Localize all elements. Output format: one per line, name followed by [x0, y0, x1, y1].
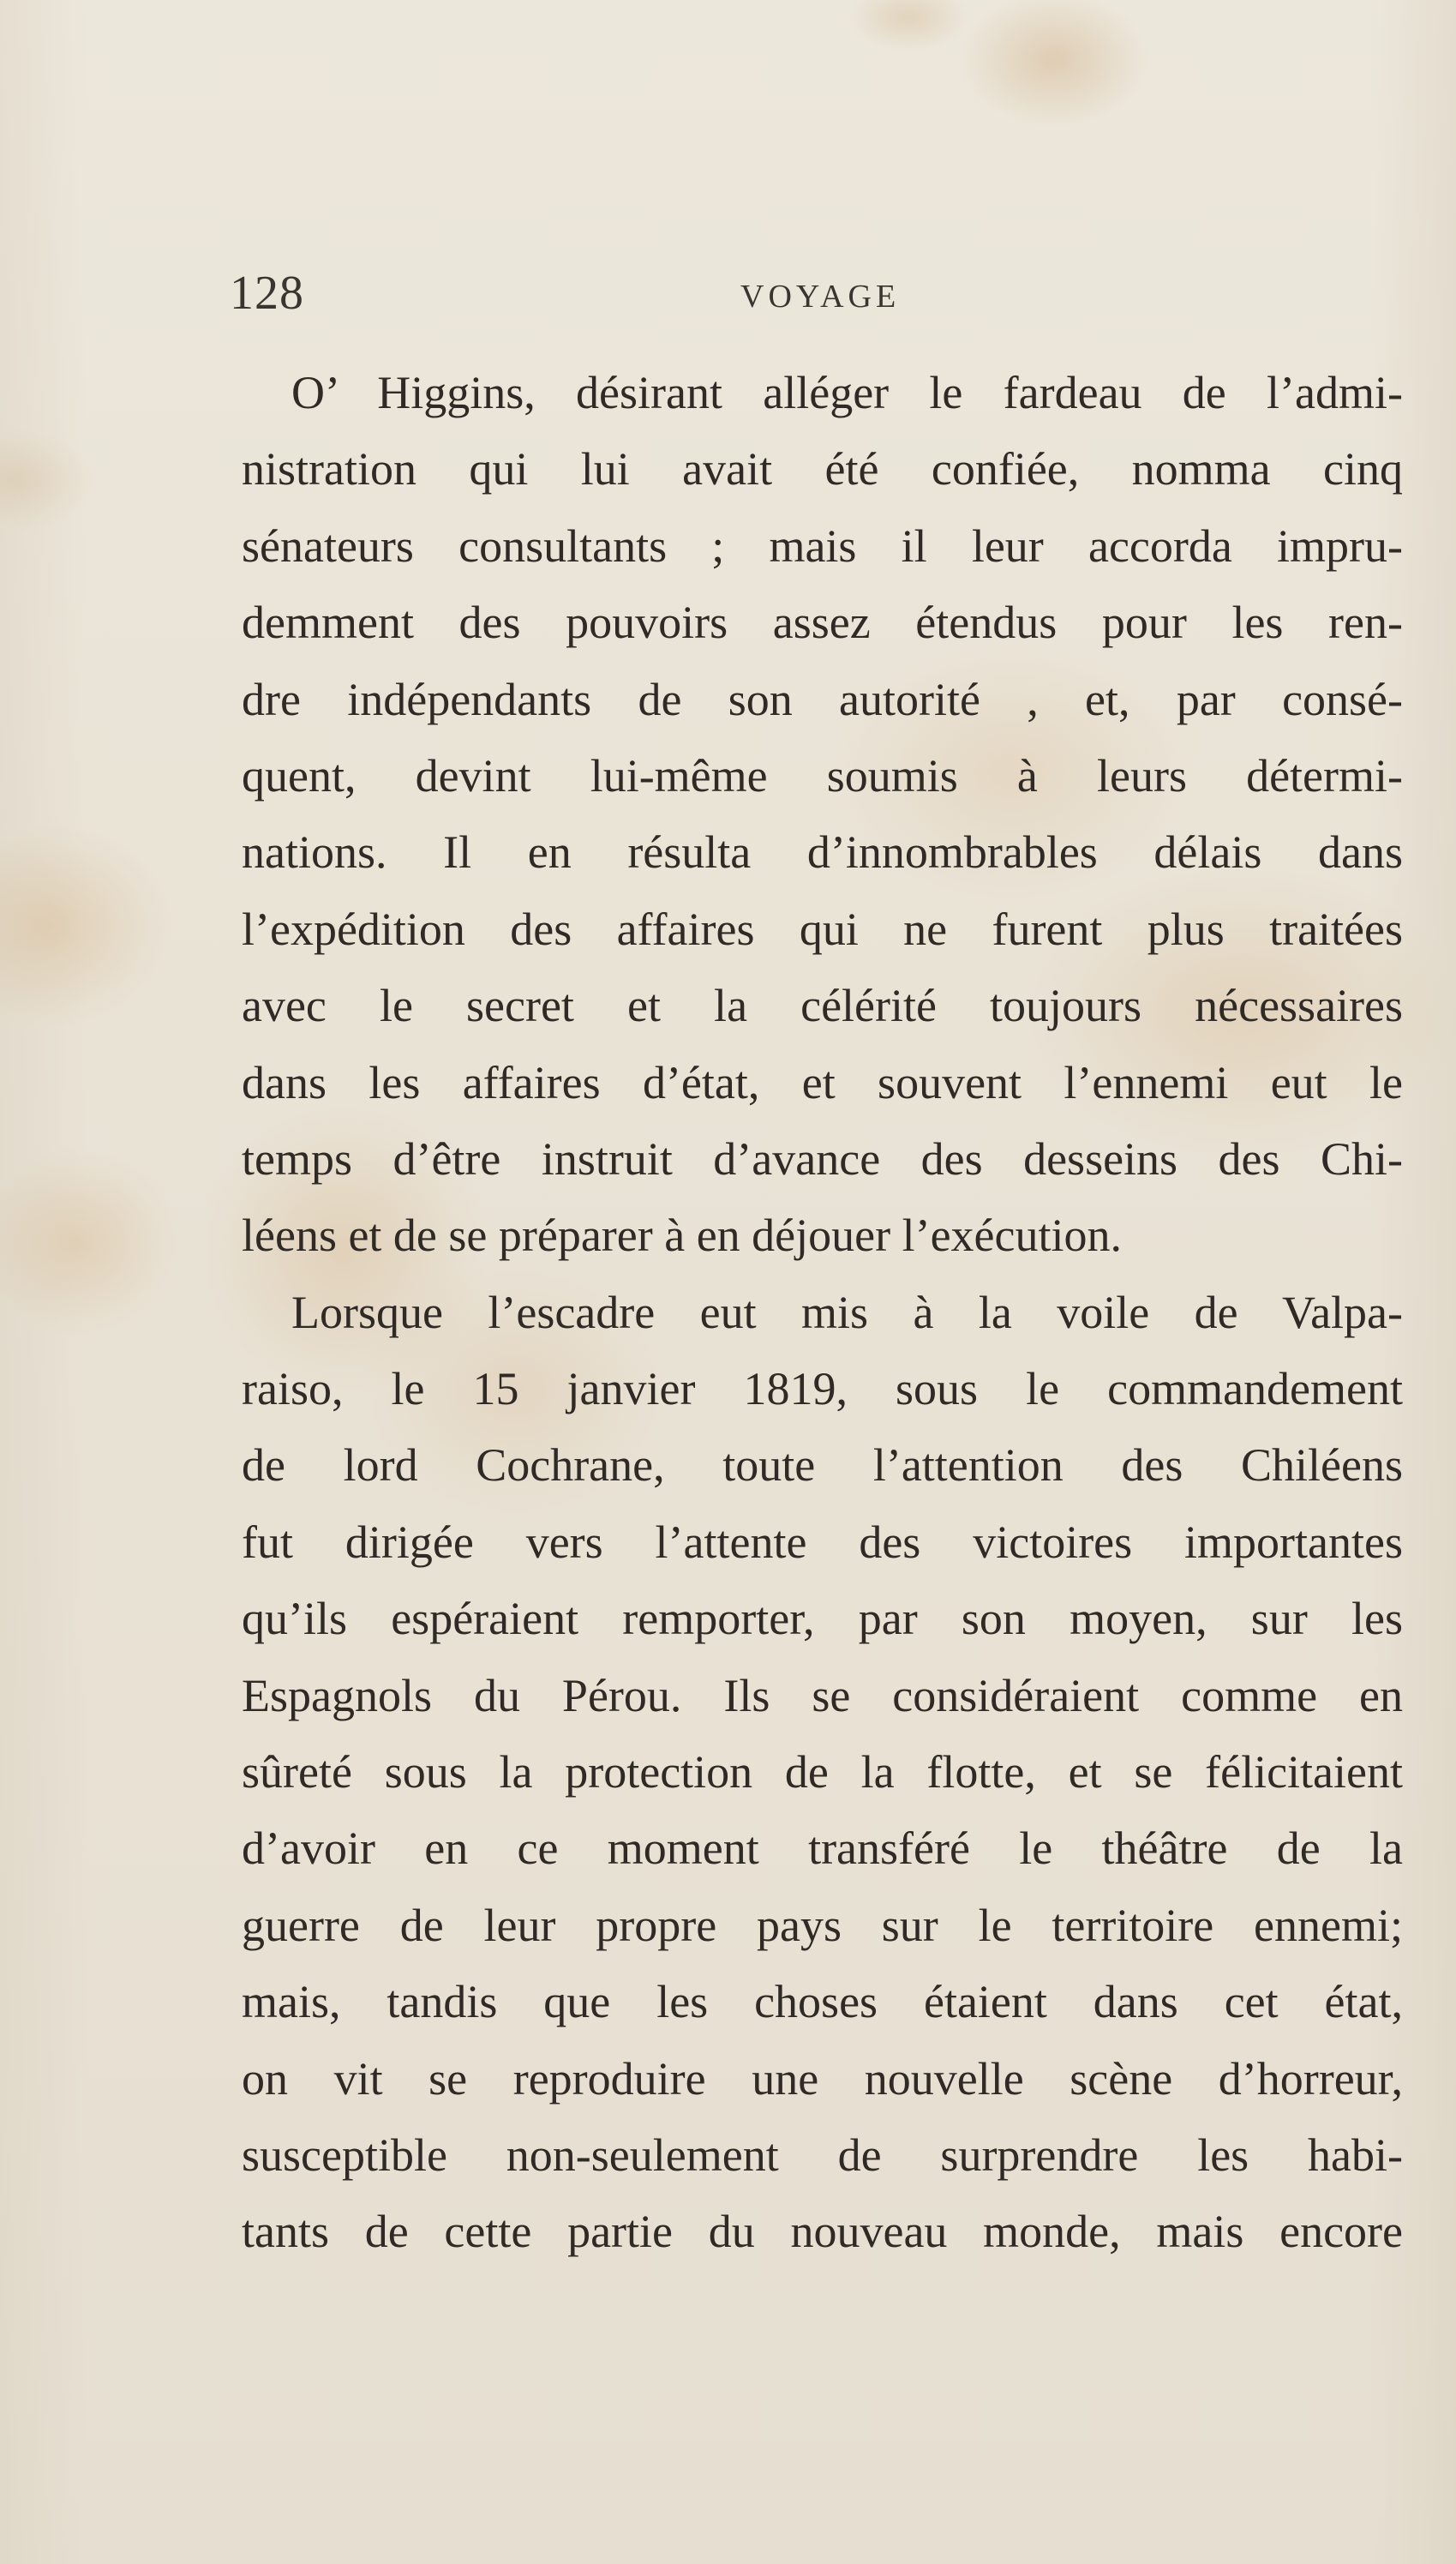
text-line: sénateurs consultants ; mais il leur accorda impru- — [242, 519, 1403, 572]
text-line: dre indépendants de son autorité , et, par consé- — [242, 673, 1403, 725]
text-line: de lord Cochrane, toute l’attention des Chiléens — [242, 1439, 1403, 1492]
text-line: tants de cette partie du nouveau monde, mais encore — [242, 2206, 1403, 2258]
running-title: VOYAGE — [740, 279, 901, 315]
text-line: dans les affaires d’état, et souvent l’ennemi eut le — [242, 1056, 1403, 1108]
text-line: mais, tandis que les choses étaient dans cet état, — [242, 1976, 1403, 2028]
running-head — [230, 267, 1404, 319]
text-line: raiso, le 15 janvier 1819, sous le commandement — [242, 1363, 1403, 1415]
text-line: O’ Higgins, désirant alléger le fardeau de l’admi- — [291, 367, 1403, 418]
text-line: sûreté sous la protection de la flotte, et se félicitaient — [242, 1746, 1403, 1798]
text-line: qu’ils espéraient remporter, par son moyen, sur les — [242, 1593, 1403, 1645]
text-line: susceptible non-seulement de surprendre les habi- — [242, 2129, 1403, 2181]
text-line: demment des pouvoirs assez étendus pour les ren- — [242, 597, 1403, 649]
text-line: l’expédition des affaires qui ne furent plus traitées — [242, 903, 1403, 955]
page-number: 128 — [230, 267, 304, 320]
text-line: fut dirigée vers l’attente des victoires importantes — [242, 1516, 1403, 1568]
text-line: léens et de se préparer à en déjouer l’exécution. — [242, 1210, 1122, 1262]
text-line: temps d’être instruit d’avance des desseins des Chi- — [242, 1132, 1403, 1185]
text-line: Lorsque l’escadre eut mis à la voile de Valpa- — [291, 1286, 1403, 1338]
text-line: Espagnols du Pérou. Ils se considéraient comme en — [242, 1669, 1403, 1721]
text-line: nations. Il en résulta d’innombrables délais dans — [242, 826, 1403, 879]
text-line: avec le secret et la célérité toujours nécessaires — [242, 980, 1403, 1032]
text-line: on vit se reproduire une nouvelle scène d’horreur, — [242, 2052, 1403, 2105]
text-line: quent, devint lui-même soumis à leurs détermi- — [242, 749, 1403, 802]
body-text — [242, 355, 1403, 2271]
text-line: guerre de leur propre pays sur le territoire ennemi; — [242, 1899, 1403, 1951]
text-line: d’avoir en ce moment transféré le théâtre de la — [242, 1822, 1403, 1875]
text-line: nistration qui lui avait été confiée, nomma cinq — [242, 443, 1403, 495]
